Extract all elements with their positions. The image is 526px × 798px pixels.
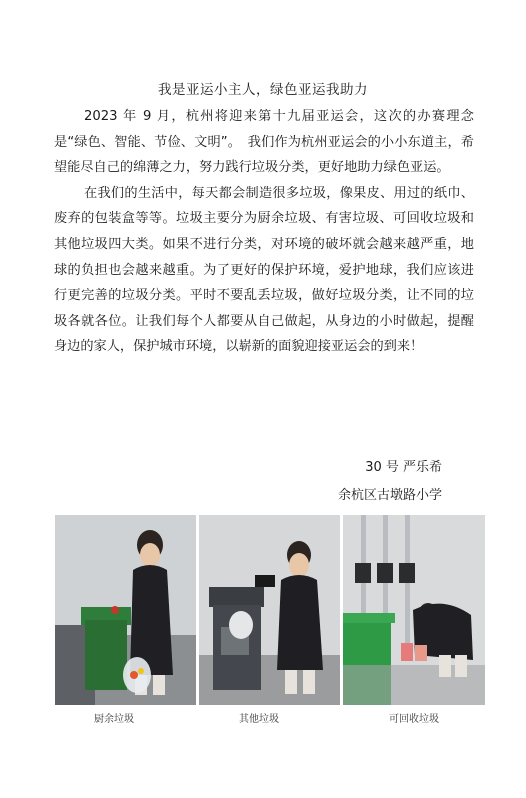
- document-title: 我是亚运小主人，绿色亚运我助力: [158, 82, 368, 98]
- paragraph-1: 2023 年 9 月，杭州将迎来第十九届亚运会，这次的办赛理念是“绿色、智能、节俭、文明”。 我们作为杭州亚运会的小小东道主，希望能尽自己的绵薄之力，努力践行垃圾分类，更好地助力绿色亚运。: [54, 109, 474, 176]
- photo-food-waste: [55, 515, 196, 705]
- caption-recyclable-waste: 可回收垃圾: [389, 714, 439, 725]
- caption-other-waste: 其他垃圾: [239, 714, 279, 725]
- author-line: 30 号 严乐希: [365, 460, 442, 475]
- paragraph-2: 在我们的生活中，每天都会制造很多垃圾，像果皮、用过的纸巾、废弃的包装盒等等。垃圾主要分为厨余垃圾、有害垃圾、可回收垃圾和其他垃圾四大类。如果不进行分类，对环境的破坏就会越来越严重，地球的负担也会越来越重。为了更好的保护环境，爱护地球，我们应该进行更完善的垃圾分类。平时不要乱丢垃圾，做好垃圾分类，让不同的垃圾各就各位。让我们每个人都要从自己做起，从身边的小时做起，提醒身边的家人，保护城市环境，以崭新的面貌迎接亚运会的到来！: [54, 185, 474, 355]
- caption-food-waste: 厨余垃圾: [94, 714, 134, 725]
- school-line: 余杭区古墩路小学: [337, 488, 442, 503]
- photo-other-waste: [199, 515, 340, 705]
- article-body: [54, 104, 474, 360]
- photo-recyclable-waste: [343, 515, 485, 705]
